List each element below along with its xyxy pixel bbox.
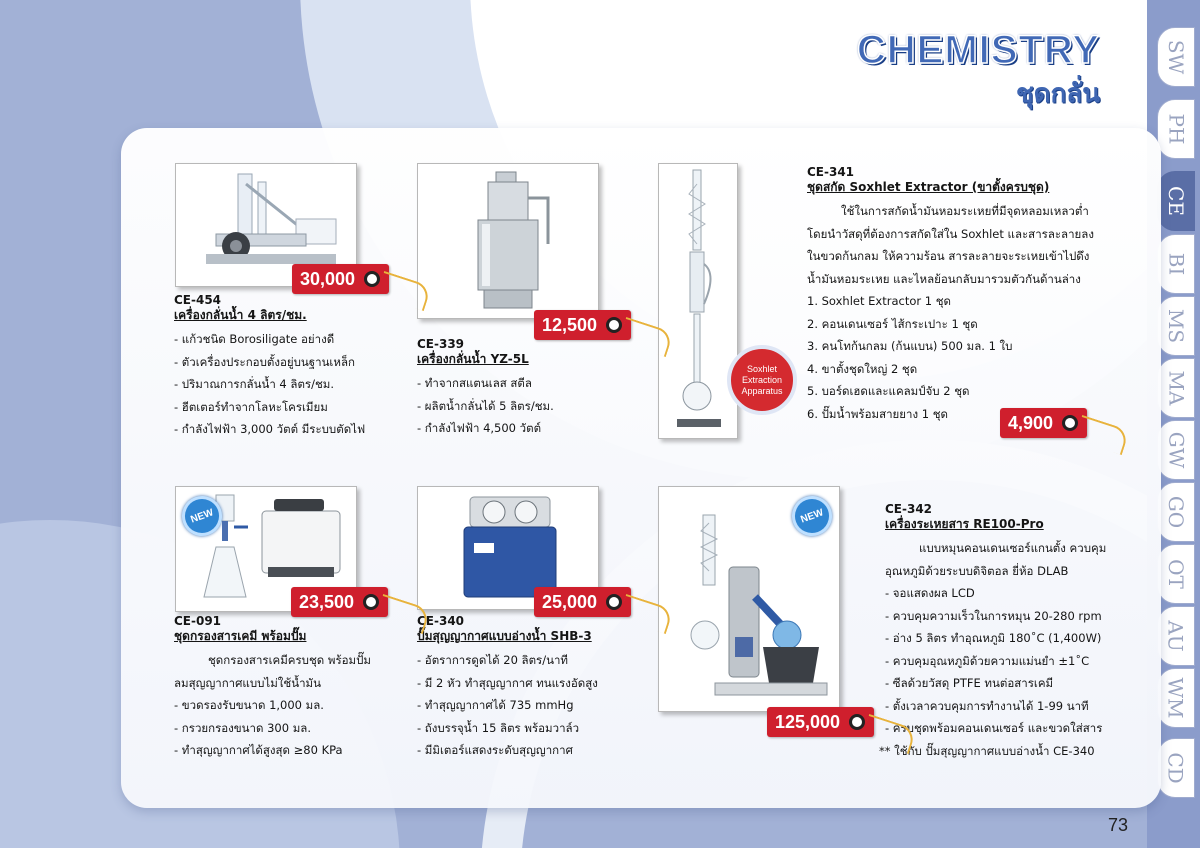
list-item: - มี 2 หัว ทำสุญญากาศ ทนแรงอัดสูง [417, 675, 598, 690]
list-item: - ซีลด้วยวัสดุ PTFE ทนต่อสารเคมี [885, 676, 1054, 690]
list-item: - ครบชุดพร้อมคอนเดนเซอร์ และขวดใส่สาร [885, 721, 1103, 735]
product-description: ใช้ในการสกัดน้ำมันหอมระเหยที่มีจุดหลอมเหลวต่ำ โดยนำวัสดุที่ต้องการสกัดใส่ใน Soxhlet และสารละลายลง ในขวดก้นกลม ให้ความร้อน สารละลายจะระเหยเข้าไปดึง น้ำมันหอมระเหย และไหลย้อนกลับมารวมตัวกันด้านล่าง [807, 204, 1094, 286]
feature-list [174, 694, 404, 762]
feature-list [417, 372, 637, 440]
feature-list [174, 328, 394, 441]
new-badge: NEW [786, 490, 837, 541]
tab-ph[interactable]: PH [1157, 99, 1195, 159]
list-item: - อัตราการดูดได้ 20 ลิตร/นาที [417, 653, 569, 667]
price-tag-ce454: 30,000 [292, 264, 389, 294]
product-ce339 [417, 337, 637, 440]
tab-ms[interactable]: MS [1157, 296, 1195, 356]
price-tag-ce340: 25,000 [534, 587, 631, 617]
product-description: แบบหมุนคอนเดนเซอร์แกนตั้ง ควบคุม อุณหภูมิด้วยระบบดิจิตอล ยี่ห้อ DLAB [885, 541, 1107, 578]
price-tag-ce341: 4,900 [1000, 408, 1087, 438]
list-item: - ปริมาณการกลั่นน้ำ 4 ลิตร/ชม. [174, 377, 335, 391]
list-item: - กรวยกรองขนาด 300 มล. [174, 720, 311, 735]
tab-ot[interactable]: OT [1157, 544, 1195, 604]
page-number: 73 [1108, 815, 1129, 835]
tab-sw[interactable]: SW [1157, 27, 1195, 87]
product-name: เครื่องกลั่นน้ำ YZ-5L [417, 352, 529, 366]
product-description: ชุดกรองสารเคมีครบชุด พร้อมปั๊ม ลมสุญญากาศแบบไม่ใช้น้ำมัน [174, 653, 372, 690]
tab-bi[interactable]: BI [1157, 234, 1195, 294]
list-item: - แก้วชนิด Borosiligate อย่างดี [174, 332, 335, 346]
price-tag-ce091: 23,500 [291, 587, 388, 617]
list-item: 6. ปั๊มน้ำพร้อมสายยาง 1 ชุด [807, 406, 948, 421]
list-item: - ตัวเครื่องประกอบตั้งอยู่บนฐานเหล็ก [174, 354, 355, 369]
list-item: 3. คนโทก้นกลม (ก้นแบน) 500 มล. 1 ใบ [807, 339, 1013, 353]
list-item: - มีมิเตอร์แสดงระดับสุญญากาศ [417, 743, 573, 757]
tab-au[interactable]: AU [1157, 606, 1195, 666]
tab-gw[interactable]: GW [1157, 420, 1195, 480]
list-item: - จอแสดงผล LCD [885, 586, 975, 600]
product-code: CE-340 [417, 614, 465, 628]
product-ce341 [807, 165, 1107, 425]
list-item: - อ่าง 5 ลิตร ทำอุณหภูมิ 180˚C (1,400W) [885, 631, 1102, 645]
tab-ma[interactable]: MA [1157, 358, 1195, 418]
product-ce091 [174, 614, 404, 762]
product-code: CE-342 [885, 502, 933, 516]
list-item: - กำลังไฟฟ้า 4,500 วัตต์ [417, 421, 542, 435]
soxhlet-apparatus-image [659, 164, 738, 439]
price-tag-ce342: 125,000 [767, 707, 874, 737]
page-header [857, 28, 1100, 114]
list-item: - ขวดรองรับขนาด 1,000 มล. [174, 698, 324, 712]
page-title: CHEMISTRY [856, 28, 1100, 72]
list-item: - ทำสุญญากาศได้ 735 mmHg [417, 698, 574, 712]
feature-list [885, 582, 1135, 740]
list-item: - ถังบรรจุน้ำ 15 ลิตร พร้อมวาล์ว [417, 720, 580, 735]
list-item: 2. คอนเดนเซอร์ ไส้กระเปาะ 1 ชุด [807, 316, 978, 331]
item-list [807, 290, 1107, 425]
product-ce342 [879, 502, 1135, 762]
soxhlet-label-badge: Soxhlet Extraction Apparatus [727, 345, 797, 415]
product-ce454 [174, 293, 394, 441]
feature-list [417, 649, 637, 762]
price-tag-ce339: 12,500 [534, 310, 631, 340]
tab-wm[interactable]: WM [1157, 668, 1195, 728]
product-name: ชุดกรองสารเคมี พร้อมปั๊ม [174, 629, 307, 643]
product-name: เครื่องระเหยสาร RE100-Pro [885, 517, 1044, 531]
product-name: เครื่องกลั่นน้ำ 4 ลิตร/ชม. [174, 308, 307, 322]
product-photo-ce339 [417, 163, 599, 319]
tab-ce[interactable]: CE [1157, 171, 1195, 231]
new-badge: NEW [176, 490, 227, 541]
list-item: - ตั้งเวลาควบคุมการทำงานได้ 1-99 นาที [885, 698, 1089, 713]
list-item: - ควบคุมอุณหภูมิด้วยความแม่นยำ ±1˚C [885, 653, 1090, 668]
product-code: CE-341 [807, 165, 855, 179]
tab-cd[interactable]: CD [1157, 738, 1195, 798]
list-item: - ทำจากสแตนเลส สตีล [417, 376, 532, 390]
product-ce340 [417, 614, 637, 762]
product-code: CE-091 [174, 614, 222, 628]
product-name: ชุดสกัด Soxhlet Extractor (ขาตั้งครบชุด) [807, 180, 1050, 194]
list-item: 5. บอร์ดเฮดและแคลมป์จับ 2 ชุด [807, 384, 970, 398]
list-item: 4. ขาตั้งชุดใหญ่ 2 ชุด [807, 361, 918, 376]
product-name: ปั๊มสุญญากาศแบบอ่างน้ำ SHB-3 [417, 629, 592, 643]
product-photo-ce341 [658, 163, 738, 439]
list-item: - กำลังไฟฟ้า 3,000 วัตต์ มีระบบตัดไฟ [174, 422, 366, 436]
tab-go[interactable]: GO [1157, 482, 1195, 542]
list-item: 1. Soxhlet Extractor 1 ชุด [807, 294, 951, 308]
product-note: ** ใช้กับ ปั๊มสุญญากาศแบบอ่างน้ำ CE-340 [879, 743, 1095, 758]
list-item: - ผลิตน้ำกลั่นได้ 5 ลิตร/ชม. [417, 398, 554, 413]
product-code: CE-339 [417, 337, 465, 351]
list-item: - ทำสุญญากาศได้สูงสุด ≥80 KPa [174, 743, 343, 757]
list-item: - ฮีตเตอร์ทำจากโลหะโครเมียม [174, 399, 328, 414]
list-item: - ควบคุมความเร็วในการหมุน 20-280 rpm [885, 608, 1102, 623]
steel-distiller-image [418, 164, 599, 319]
product-code: CE-454 [174, 293, 222, 307]
page-subtitle: ชุดกลั่น [1016, 79, 1100, 109]
